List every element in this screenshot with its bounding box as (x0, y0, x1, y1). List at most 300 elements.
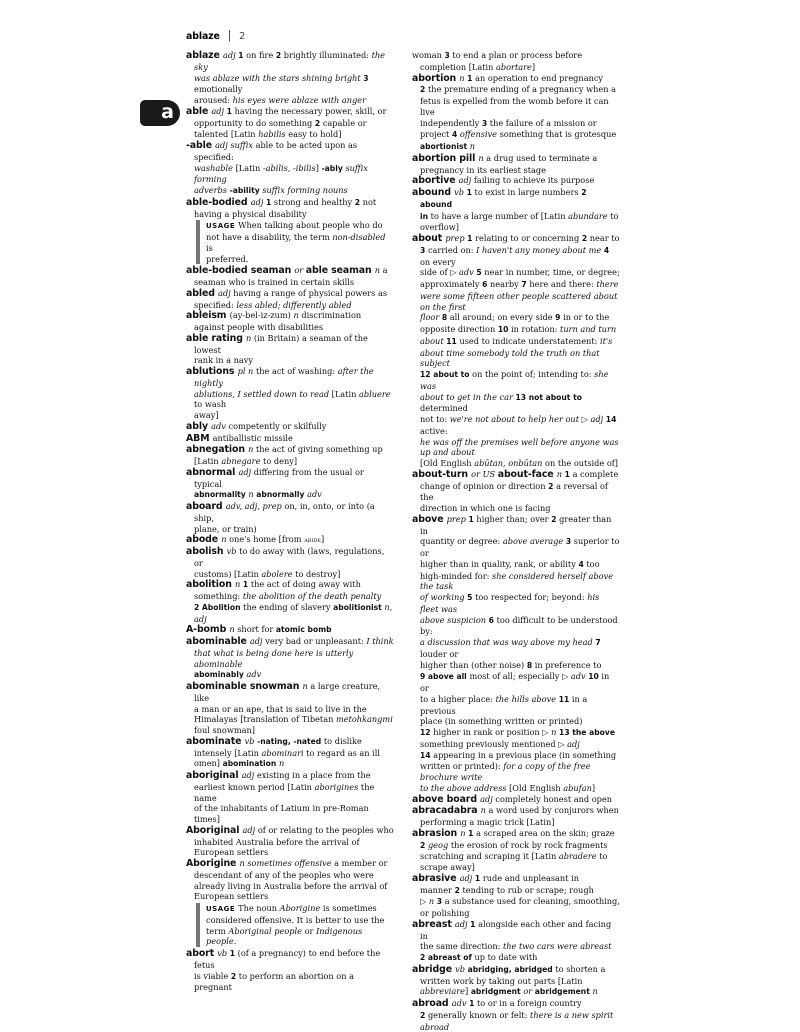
definition-text: determined (420, 403, 468, 414)
italic-text: geog (427, 839, 451, 850)
definition-text: to end a plan or process before (452, 50, 583, 60)
definition-text: brightly illuminated: (283, 50, 372, 60)
headword: ably (186, 420, 212, 432)
definition-text: too respected for; beyond: (475, 592, 588, 602)
sense-number-or-derivative: abridgement (534, 987, 593, 997)
sense-number-or-derivative: 10 (588, 672, 602, 682)
definition-text: ] (531, 61, 536, 72)
headword: able-bodied seaman (186, 265, 295, 277)
sense-number-or-derivative: 1 (466, 188, 475, 197)
sense-number-or-derivative: 1 (467, 234, 476, 243)
italic-text: n, adj (194, 601, 393, 624)
definition-text: strong and healthy (273, 196, 355, 207)
sense-number-or-derivative: 1 (470, 919, 479, 929)
headword: abrasive (412, 872, 460, 884)
definition-text: higher than (other noise) (420, 659, 527, 670)
definition-text: completely honest and open (495, 793, 613, 804)
definition-text: seaman who is trained in certain skills (194, 277, 355, 287)
definition-text: direction in which one is facing (420, 503, 551, 513)
italic-text: the abolition of the death penalty (242, 591, 382, 601)
italic-text: adverbs (194, 185, 230, 195)
italic-text: there (596, 279, 619, 289)
definition-text: emotionally (194, 84, 243, 95)
italic-text: n (478, 152, 487, 163)
sense-number-or-derivative: abortionist (420, 142, 470, 151)
headword: abode (186, 534, 222, 546)
headword: abolition (186, 579, 235, 591)
sense-number-or-derivative: 7 (595, 638, 601, 647)
italic-text: abufan (563, 782, 592, 793)
sense-number-or-derivative: abnormality (194, 490, 249, 500)
italic-text: adj (238, 466, 254, 477)
italic-text: the hills above (495, 693, 559, 704)
italic-text: aborigines (314, 781, 359, 792)
sense-number-or-derivative: 8 (526, 660, 535, 670)
left-column (186, 50, 394, 993)
italic-text: vb (454, 187, 467, 197)
definition-text: to regard as an ill (303, 747, 380, 758)
dictionary-entry (186, 636, 394, 681)
headword: abracadabra (412, 805, 481, 817)
italic-text: n (234, 579, 243, 590)
sense-number-or-derivative: 2 (314, 118, 323, 128)
headword: -able (186, 140, 216, 151)
definition-text: Himalayas [translation of Tibetan (194, 714, 336, 725)
italic-text: washable (194, 162, 236, 173)
sense-number-or-derivative: in (420, 211, 431, 221)
definition-text: a man or an ape, that is said to live in the (194, 703, 367, 714)
definition-text: superior to or (420, 536, 620, 558)
italic-text: abominari (261, 747, 304, 758)
italic-text: were some fifteen other people scattered about on the first (420, 290, 618, 312)
sense-number-or-derivative: 1 (229, 949, 238, 958)
dictionary-entry (186, 546, 394, 579)
italic-text: offensive (459, 129, 498, 140)
definition-text: antiballistic missile (212, 432, 293, 443)
definition-text: overflow] (420, 222, 459, 233)
definition-text: earliest known period [Latin (194, 781, 315, 792)
dictionary-entry (186, 140, 394, 197)
sense-number-or-derivative: 2 (420, 85, 428, 95)
italic-text: adj (480, 793, 496, 804)
headword: abominate (186, 735, 245, 747)
definition-text: a complete (572, 468, 619, 479)
definition-text: The noun (238, 903, 280, 913)
sense-number-or-derivative: abominably (194, 670, 247, 680)
italic-text: there is a new spirit abroad (420, 1009, 614, 1032)
headword: abortion (412, 72, 460, 84)
sense-number-or-derivative: 13 not about to (515, 392, 582, 402)
italic-text: was ablaze with the stars shining bright (194, 72, 364, 83)
sense-number-or-derivative: 2 abound (420, 188, 587, 209)
definition-text: not have a disability, the term (206, 232, 333, 242)
headword: abridge (412, 963, 456, 975)
sense-number-or-derivative: 9 above all (420, 672, 470, 682)
dictionary-entry (186, 579, 394, 624)
italic-text: n (460, 827, 469, 838)
definition-text: approximately (420, 279, 483, 289)
dictionary-entry (412, 73, 620, 153)
sense-number-or-derivative: 14 (420, 750, 434, 760)
italic-text: adv (211, 420, 229, 431)
sense-number-or-derivative: 13 the above (559, 728, 615, 737)
dictionary-entry (186, 333, 394, 366)
definition-text: to exist in large numbers (474, 187, 582, 197)
definition-text: carried on: (427, 244, 477, 255)
definition-text: to deny] (260, 456, 298, 466)
italic-text: abortare (496, 61, 532, 72)
definition-text: here and there: (529, 279, 597, 289)
definition-text: opposite direction (420, 324, 498, 334)
dictionary-entry (412, 828, 620, 873)
dictionary-entry (186, 444, 394, 467)
italic-text: pl n (237, 366, 256, 376)
definition-text: relating to or concerning (475, 233, 582, 243)
italic-text: ▷ adv (561, 671, 589, 682)
definition-text: louder or (420, 648, 459, 659)
sense-number-or-derivative: 3 (565, 537, 574, 547)
definition-text: place (in something written or printed) (420, 716, 583, 727)
definition-text: ] (465, 986, 471, 997)
sense-number-or-derivative: 1 (564, 469, 573, 479)
sense-number-or-derivative: 1 (468, 514, 477, 524)
definition-text: preferred. (206, 253, 249, 264)
definition-text: is (206, 242, 213, 253)
definition-text: performing a magic trick [Latin] (420, 817, 555, 827)
definition-text: having the necessary power, skill, or (234, 105, 387, 116)
sense-number-or-derivative: 2 (454, 885, 463, 895)
definition-text: in or to the (563, 312, 610, 323)
headword: abled (186, 287, 218, 299)
dictionary-entry (186, 50, 394, 106)
italic-text: less abled; differently abled (236, 299, 352, 310)
definition-text: nearby (490, 279, 522, 289)
italic-text: adj (222, 50, 239, 60)
definition-text: in preference to (534, 659, 602, 670)
dictionary-entry (412, 998, 620, 1032)
sense-number-or-derivative: 1 (238, 51, 247, 60)
definition-text: to have a large number of [Latin (430, 210, 569, 221)
page-number: 2 (238, 31, 246, 42)
right-column (412, 50, 620, 1032)
definition-text: ] (315, 162, 322, 173)
italic-text: to the above address (420, 782, 510, 793)
definition-text: the act of doing away with (250, 579, 361, 590)
definition-text: to perform an abortion on a pregnant (194, 970, 354, 993)
definition-text: project (420, 129, 452, 140)
italic-text: abolere (261, 568, 293, 579)
definition-text: manner (420, 884, 455, 895)
italic-text: adj (454, 918, 471, 929)
headword: able-bodied (186, 196, 251, 208)
italic-text: above suspicion (420, 614, 489, 625)
italic-text: about (420, 335, 447, 346)
definition-text: a member or (334, 858, 388, 868)
usage-label: USAGE (206, 222, 239, 231)
italic-text: ▷ adj (581, 414, 606, 424)
dictionary-entry (186, 265, 394, 288)
italic-text: a discussion that was way above my head (420, 637, 596, 647)
definition-text: rank in a navy (194, 355, 254, 366)
italic-text: n (459, 72, 468, 83)
sense-number-or-derivative: 6 (488, 615, 497, 625)
italic-text: it's (599, 335, 613, 346)
definition-text: [Latin (194, 456, 222, 466)
headword: aboard (186, 501, 226, 512)
dictionary-entry (412, 50, 620, 73)
definition-text: a substance used for cleaning, smoothing, (444, 896, 620, 907)
dictionary-entry (186, 197, 394, 220)
definition-text: opportunity to do something (194, 117, 315, 128)
sense-number-or-derivative: 2 (354, 197, 363, 207)
italic-text: about to get in the car (420, 391, 516, 402)
definition-text: of the inhabitants of Latium in pre-Roman (194, 803, 369, 814)
definition-text: up to date with (474, 952, 538, 962)
italic-text: n (592, 986, 598, 997)
italic-text: floor (420, 312, 442, 323)
italic-text: n (221, 534, 230, 545)
italic-text: we're not about to help her out (449, 414, 582, 424)
italic-text: n (480, 805, 489, 816)
dictionary-entry (412, 469, 620, 514)
dictionary-entry (412, 175, 620, 187)
italic-text: above average (502, 536, 566, 547)
definition-text: independently (420, 117, 482, 128)
italic-text: Aboriginal people (228, 925, 302, 936)
headword: abreast (412, 918, 455, 930)
definition-text: ] (591, 782, 596, 793)
headword: abort (186, 948, 218, 959)
definition-text: existing in a place from the (256, 770, 371, 780)
sense-number-or-derivative: 5 (476, 268, 485, 278)
definition-text: [Latin (331, 388, 359, 399)
headword: about-turn (412, 468, 472, 480)
italic-text: n (302, 681, 311, 691)
definition-text: something that is grotesque (497, 129, 617, 140)
usage-note (196, 903, 394, 947)
definition-text: the erosion of rock by rock fragments (450, 839, 608, 850)
definition-text: completion [Latin (420, 61, 496, 72)
italic-text: adj (211, 105, 227, 116)
dictionary-entry (186, 736, 394, 770)
definition-text: European settlers (194, 847, 269, 858)
sense-number-or-derivative: abomination (222, 759, 279, 769)
sense-number-or-derivative: 2 (551, 514, 560, 524)
dictionary-entry (186, 624, 394, 636)
dictionary-entry (186, 106, 394, 140)
italic-text: adj (250, 196, 266, 207)
definition-text: specified: (194, 299, 237, 310)
sense-number-or-derivative: 5 (467, 593, 476, 602)
sense-number-or-derivative: -nating, -nated (257, 736, 324, 746)
thumb-index-letter: a (161, 101, 174, 123)
definition-text: customs) [Latin (194, 568, 262, 579)
definition-text: tending to rub or scrape; rough (462, 884, 594, 895)
headword: about-face (497, 468, 557, 480)
headword: abortive (412, 175, 459, 187)
sense-number-or-derivative: 3 (444, 51, 453, 60)
definition-text: intensely [Latin (194, 747, 262, 758)
italic-text: prep (445, 233, 468, 243)
definition-text: on, in, onto, or into (a ship, (194, 501, 375, 523)
sense-number-or-derivative: abridgment (470, 987, 524, 997)
definition-text: rude and unpleasant in (482, 872, 579, 883)
thumb-index-tab (140, 100, 180, 126)
definition-text: [Old English (420, 458, 475, 468)
definition-text: capable or (322, 117, 367, 128)
italic-text: vb (455, 963, 468, 974)
definition-text: times] (194, 814, 220, 824)
headword: abominable snowman (186, 681, 303, 692)
headword: able (186, 105, 212, 117)
headword: ablutions (186, 366, 238, 377)
headword: able seaman (305, 265, 375, 277)
dictionary-entry (412, 873, 620, 919)
headword: abound (412, 187, 455, 198)
definition-text: appearing in a previous place (in something (433, 749, 617, 760)
dictionary-entry (186, 681, 394, 736)
italic-text: of working (420, 592, 468, 602)
definition-text: all around; on every side (449, 312, 556, 323)
italic-text: his eyes were ablaze with anger (232, 95, 367, 105)
sense-number-or-derivative: 1 (242, 580, 251, 590)
definition-text: considered offensive. It is better to use the (206, 914, 385, 925)
definition-text: on the point of; intending to: (472, 369, 595, 379)
italic-text: the sky (194, 50, 385, 72)
headword: aboriginal (186, 770, 242, 781)
definition-text: of or relating to the peoples who (257, 824, 394, 835)
italic-text: his fleet was (420, 592, 600, 614)
sense-number-or-derivative: 4 (603, 245, 610, 255)
headword: ableism (186, 310, 230, 322)
definition-text: the ending of slavery (243, 601, 334, 612)
italic-text: prep (446, 513, 469, 524)
italic-text: abradere (558, 851, 597, 862)
headword: ABM (186, 432, 213, 444)
italic-text: n (469, 141, 476, 151)
headword: Aboriginal (186, 824, 243, 836)
definition-text: easy to hold] (285, 129, 342, 140)
sense-number-or-derivative: 2 Abolition (194, 602, 244, 612)
italic-text: metohkangmi (335, 714, 393, 725)
definition-text: a drug used to terminate a (486, 152, 598, 163)
sense-number-or-derivative: 2 (275, 51, 284, 60)
italic-text: n (248, 444, 256, 455)
definition-text: aroused: (194, 95, 233, 105)
dictionary-entry (186, 825, 394, 858)
definition-text: in rotation: (511, 324, 561, 334)
sense-number-or-derivative: abolitionist (333, 602, 385, 612)
italic-text: about time somebody told the truth on that subject (420, 347, 600, 369)
definition-text: something: (194, 591, 243, 601)
definition-text: greater than in (420, 513, 612, 536)
sense-number-or-derivative: 3 (481, 118, 490, 128)
sense-number-or-derivative: 3 (436, 897, 445, 907)
sense-number-or-derivative: 14 (605, 415, 617, 424)
definition-text: change of opinion or direction (420, 480, 549, 491)
italic-text: after the nightly (194, 366, 374, 388)
headword: A-bomb (186, 624, 230, 636)
definition-text: the act of giving something up (255, 444, 383, 455)
dictionary-entry (186, 433, 394, 445)
italic-text: adj (241, 770, 257, 780)
sense-number-or-derivative: 3 (363, 73, 369, 83)
definition-text: or polishing (420, 908, 470, 918)
definition-text: on fire (246, 50, 276, 60)
definition-text: foul snowman] (194, 725, 255, 735)
definition-text: [Old English (509, 782, 564, 793)
usage-label: USAGE (206, 905, 239, 913)
definition-text: not (362, 196, 377, 207)
definition-text: the name (194, 781, 375, 803)
definition-text: scratching and scraping it [Latin (420, 851, 559, 862)
sense-number-or-derivative: 4 (578, 559, 587, 569)
italic-text: ▷ n (420, 896, 437, 907)
definition-text: pregnancy in its earliest stage (420, 164, 546, 175)
sense-number-or-derivative: 1 (469, 999, 477, 1008)
italic-text: vb (226, 546, 240, 556)
definition-text: fetus is expelled from the womb before it can live (420, 96, 609, 117)
definition-text: the act of washing: (255, 366, 338, 376)
definition-text: very bad or unpleasant: (265, 636, 367, 646)
definition-text: plane, or train) (194, 523, 257, 534)
headword: abnegation (186, 444, 249, 456)
dictionary-entry (186, 534, 394, 546)
italic-text: that what is being done here is utterly abominable (194, 647, 354, 669)
dictionary-entry (186, 421, 394, 433)
headword: ablaze (186, 50, 223, 61)
definition-text: generally known or felt: (427, 1009, 531, 1020)
headword: abortion pill (412, 152, 479, 164)
italic-text: n (248, 489, 257, 500)
definition-text: one's home [from (229, 534, 305, 545)
headword: abolish (186, 546, 227, 557)
definition-text: near in number, time, or degree; (484, 267, 620, 278)
definition-text: to wash (194, 399, 227, 410)
italic-text: I haven't any money about me (476, 244, 604, 255)
headword: above (412, 513, 447, 525)
definition-text: talented [Latin (194, 129, 259, 140)
italic-text: abūtan, onbūtan (474, 458, 543, 468)
definition-text: a reversal of the (420, 480, 608, 503)
usage-note (196, 220, 394, 264)
definition-text: the failure of a mission or (489, 117, 597, 128)
italic-text: abbreviare (420, 986, 466, 997)
italic-text: she considered herself above the task (420, 570, 614, 592)
definition-text: (ay-bel-iz-zum) (229, 310, 294, 321)
definition-text: to (596, 851, 608, 862)
sense-number-or-derivative: atomic bomb (275, 625, 332, 635)
sense-number-or-derivative: 11 (446, 336, 460, 346)
sense-number-or-derivative: 1 (226, 106, 235, 116)
definition-text: descendant of any of the peoples who were (194, 869, 374, 880)
dictionary-entry (186, 467, 394, 501)
definition-text: woman (412, 50, 445, 60)
dictionary-entry (186, 770, 394, 825)
sense-number-or-derivative: 2 (581, 234, 590, 243)
sense-number-or-derivative: 8 (441, 313, 450, 323)
definition-text: scrape away] (420, 862, 475, 872)
definition-text: active: (420, 425, 448, 436)
sense-number-or-derivative: 12 about to (420, 370, 473, 379)
italic-text: adj (242, 824, 258, 835)
italic-text: -abilis, -ibilis (262, 162, 316, 173)
definition-text: high-minded for: (420, 570, 492, 581)
dictionary-entry (412, 514, 620, 794)
definition-text: differing from the usual or typical (194, 466, 364, 489)
italic-text: n (293, 310, 302, 321)
definition-text: quantity or degree: (420, 536, 503, 547)
